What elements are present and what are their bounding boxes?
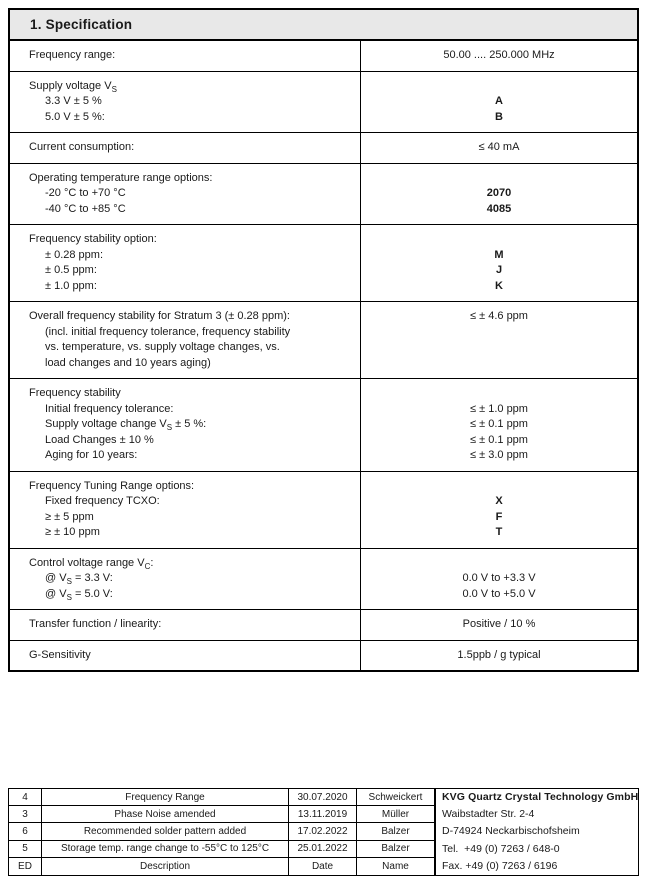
spec-row (10, 472, 637, 549)
spec-value-line: F (495, 510, 503, 523)
spec-value-cell (361, 41, 637, 71)
revision-description-cell: Frequency Range (42, 789, 289, 806)
spec-label-line: Aging for 10 years: (45, 449, 138, 461)
spec-label-line: ± 0.28 ppm: (45, 248, 104, 261)
spec-row (10, 379, 637, 472)
spec-label-line: 3.3 V ± 5 % (45, 95, 102, 107)
spec-label-line: Frequency range: (29, 49, 116, 61)
spec-label-line: Supply voltage $V_S$ (29, 79, 117, 94)
revision-name-cell: Müller (357, 806, 434, 823)
company-address-line: Waibstadter Str. 2-4 (442, 808, 535, 821)
spec-label-line: -40 °C to +85 °C (45, 202, 126, 215)
company-address-line: Tel. +49 (0) 7263 / 648-0 (442, 842, 560, 855)
revision-date-cell: 17.02.2022 (289, 823, 357, 840)
spec-value-cell (361, 641, 637, 671)
revision-name-cell: Balzer (357, 841, 434, 858)
spec-value-line: M (494, 248, 504, 261)
revision-name-cell: Name (382, 860, 409, 872)
spec-label-cell (10, 133, 361, 163)
spec-label-cell (10, 41, 361, 71)
spec-row (10, 549, 637, 611)
spec-label-line: @ $V_S = 3.3$ V: (45, 572, 113, 587)
spec-value-line: K (495, 279, 503, 292)
spec-label-line: Frequency stability (29, 387, 121, 399)
spec-value-line: 4085 (486, 202, 512, 215)
revision-name-cell: Balzer (357, 823, 434, 840)
spec-row (10, 133, 637, 164)
spec-label-cell (10, 610, 361, 640)
spec-row (10, 610, 637, 641)
revision-date-cell: 25.01.2022 (289, 841, 357, 858)
specification-table (8, 8, 639, 672)
spec-label-line: Load Changes ± 10 % (45, 433, 154, 446)
spec-label-line: ≥ ± 10 ppm (45, 526, 100, 538)
revision-date-cell: 30.07.2020 (289, 789, 357, 806)
spec-row (10, 41, 637, 72)
spec-label-line: ± 0.5 ppm: (45, 264, 97, 276)
spec-table-body (10, 41, 637, 670)
spec-value-line: 1.5ppb / g typical (457, 648, 541, 661)
spec-value-line (365, 556, 633, 572)
spec-label-line: @ $V_S = 5.0$ V: (45, 587, 113, 602)
company-address-line: Fax. +49 (0) 7263 / 6196 (442, 859, 558, 872)
spec-value-line (365, 79, 633, 95)
spec-label-cell (10, 379, 361, 471)
spec-value-line (365, 325, 633, 341)
spec-value-line: ≤ ± 0.1 ppm (470, 418, 528, 430)
spec-value-line: B (495, 110, 503, 123)
spec-label-line: ± 1.0 ppm: (45, 279, 97, 292)
spec-value-cell (361, 72, 637, 133)
spec-value-cell (361, 472, 637, 548)
spec-value-line: ≤ ± 3.0 ppm (470, 449, 528, 461)
revision-ed-cell: 5 (9, 841, 42, 858)
spec-row (10, 225, 637, 302)
spec-value-line (365, 479, 633, 495)
spec-label-line: Supply voltage change $V_S \pm 5$ %: (45, 418, 207, 433)
spec-label-cell (10, 472, 361, 548)
revision-ed-cell: ED (9, 858, 42, 875)
spec-row (10, 302, 637, 379)
revision-description-cell: Phase Noise amended (42, 806, 289, 823)
spec-label-line: Fixed frequency TCXO: (45, 495, 160, 507)
spec-label-cell (10, 72, 361, 133)
spec-label-line: G-Sensitivity (29, 648, 91, 661)
spec-label-line: Control voltage range $V_C$: (29, 556, 154, 571)
spec-value-cell (361, 164, 637, 225)
spec-row (10, 164, 637, 226)
spec-label-line: Current consumption: (29, 141, 135, 153)
spec-value-line: 0.0 V to +5.0 V (462, 587, 536, 600)
company-address-line: D-74924 Neckarbischofsheim (442, 825, 580, 838)
spec-label-cell (10, 164, 361, 225)
spec-value-line (365, 340, 633, 356)
spec-label-cell (10, 641, 361, 671)
spec-value-line: 2070 (486, 187, 512, 199)
spec-value-line (365, 171, 633, 187)
spec-value-line (365, 232, 633, 248)
spec-value-line (365, 386, 633, 402)
spec-value-cell (361, 302, 637, 378)
spec-label-cell (10, 549, 361, 610)
spec-value-line: ≤ ± 1.0 ppm (470, 402, 528, 415)
specification-section-title: 1. Specification (10, 10, 637, 41)
spec-label-cell (10, 302, 361, 378)
spec-value-line: Positive / 10 % (462, 618, 536, 630)
spec-label-line: Transfer function / linearity: (29, 618, 162, 630)
spec-row (10, 72, 637, 134)
company-name: KVG Quartz Crystal Technology GmbH (442, 791, 639, 803)
revision-description-cell: Recommended solder pattern added (42, 823, 289, 840)
spec-value-line: ≤ ± 0.1 ppm (470, 433, 528, 446)
revision-table (8, 788, 639, 876)
spec-value-line: T (495, 526, 503, 538)
spec-label-cell (10, 225, 361, 301)
spec-label-line: Frequency stability option: (29, 233, 157, 245)
revision-date-cell: 13.11.2019 (289, 806, 357, 823)
spec-row (10, 641, 637, 671)
spec-label-line: Frequency Tuning Range options: (29, 479, 195, 492)
revision-name-cell: Schweickert (357, 789, 434, 806)
spec-label-line: (incl. initial frequency tolerance, frequency stability (45, 325, 291, 338)
spec-label-line: 5.0 V ± 5 %: (45, 110, 105, 123)
spec-value-line: X (495, 495, 503, 507)
spec-value-line: J (495, 264, 503, 276)
spec-value-line: 0.0 V to +3.3 V (462, 572, 536, 584)
spec-value-line: ≤ ± 4.6 ppm (470, 310, 528, 322)
company-address-block (434, 789, 638, 875)
revision-description-cell: Storage temp. range change to -55°C to 125°C (42, 841, 289, 858)
spec-value-line: ≤ 40 mA (478, 141, 520, 153)
spec-value-cell (361, 379, 637, 471)
revision-ed-cell: 6 (9, 823, 42, 840)
spec-value-line: A (495, 95, 503, 107)
revision-ed-cell: 4 (9, 789, 42, 806)
revision-description-cell: Description (42, 858, 289, 875)
spec-label-line: vs. temperature, vs. supply voltage changes, vs. (45, 341, 280, 353)
spec-value-cell (361, 225, 637, 301)
spec-value-cell (361, 549, 637, 610)
spec-label-line: Overall frequency stability for Stratum 3 (± 0.28 ppm): (29, 310, 290, 322)
revision-date-cell: Date (289, 858, 357, 875)
spec-value-cell (361, 610, 637, 640)
spec-label-line: load changes and 10 years aging) (45, 356, 211, 369)
spec-value-line (365, 356, 633, 372)
spec-label-line: Initial frequency tolerance: (45, 402, 174, 415)
spec-value-cell (361, 133, 637, 163)
spec-label-line: Operating temperature range options: (29, 171, 213, 184)
spec-label-line: -20 °C to +70 °C (45, 187, 126, 199)
spec-label-line: ≥ ± 5 ppm (45, 510, 94, 523)
revision-ed-cell: 3 (9, 806, 42, 823)
spec-value-line: 50.00 .... 250.000 MHz (443, 49, 555, 61)
